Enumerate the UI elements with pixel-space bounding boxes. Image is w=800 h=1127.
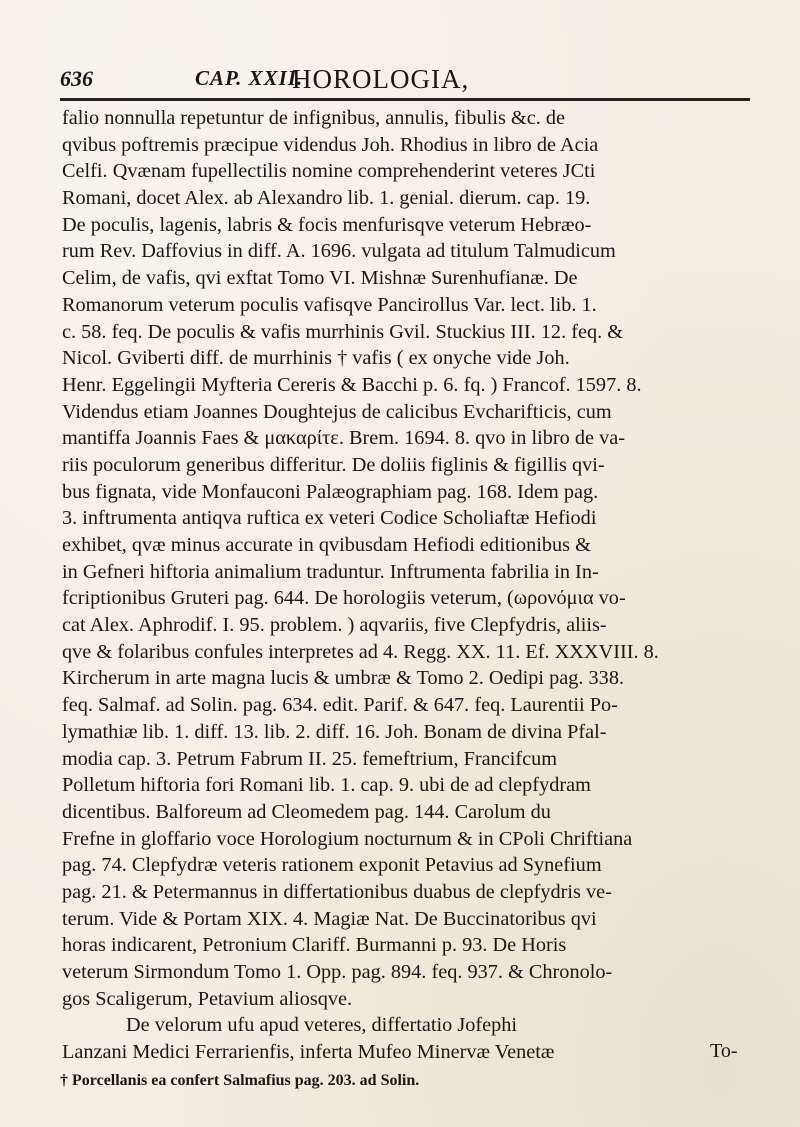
- text-line: riis poculorum generibus differitur. De doliis figlinis & figillis qvi-: [62, 453, 605, 476]
- page-header: [60, 60, 750, 94]
- text-line: veterum Sirmondum Tomo 1. Opp. pag. 894. feq. 937. & Chronolo-: [62, 961, 613, 983]
- text-line: rum Rev. Daffovius in diff. A. 1696. vulgata ad titulum Talmudicum: [62, 240, 616, 263]
- text-line: qve & folaribus confules interpretes ad 4. Regg. XX. 11. Ef. XXXVIII. 8.: [62, 640, 659, 663]
- chapter-label: CAP. XXII.: [195, 66, 304, 90]
- text-line: terum. Vide & Portam XIX. 4. Magiæ Nat. De Buccinatoribus qvi: [62, 907, 597, 930]
- body-text: [62, 105, 750, 1066]
- text-line: c. 58. feq. De poculis & vafis murrhinis Gvil. Stuckius III. 12. feq. &: [62, 320, 624, 343]
- text-line: Henr. Eggelingii Myfteria Cereris & Bacchi p. 6. fq. ) Francof. 1597. 8.: [62, 373, 642, 396]
- text-line: qvibus poftremis præcipue videndus Joh. Rhodius in libro de Acia: [62, 133, 599, 156]
- text-line: Frefne in gloffario voce Horologium nocturnum & in CPoli Chriftiana: [62, 827, 633, 850]
- text-line: Kircherum in arte magna lucis & umbræ & Tomo 2. Oedipi pag. 338.: [62, 667, 625, 690]
- running-title: HOROLOGIA,: [292, 64, 470, 94]
- text-line: Romanorum veterum poculis vafisqve Pancirollus Var. lect. lib. 1.: [62, 293, 597, 316]
- text-line: exhibet, qvæ minus accurate in qvibusdam Hefiodi editionibus &: [62, 534, 591, 556]
- footnote: † Porcellanis ea confert Salmafius pag. 203. ad Solin.: [60, 1072, 420, 1089]
- text-line: pag. 21. & Petermannus in differtationibus duabus de clepfydris ve-: [62, 880, 612, 903]
- text-line: horas indicarent, Petronium Clariff. Burmanni p. 93. De Horis: [62, 934, 567, 957]
- text-line: feq. Salmaf. ad Solin. pag. 634. edit. Parif. & 647. feq. Laurentii Po-: [62, 694, 618, 717]
- header-rule: [60, 98, 750, 101]
- text-line: Videndus etiam Joannes Doughtejus de calicibus Evcharifticis, cum: [62, 400, 612, 423]
- text-line: Nicol. Gviberti diff. de murrhinis † vafis ( ex onyche vide Joh.: [62, 347, 570, 370]
- text-line: pag. 74. Clepfydræ veteris rationem exponit Petavius ad Synefium: [62, 854, 602, 877]
- text-line: modia cap. 3. Petrum Fabrum II. 25. femeftrium, Francifcum: [62, 747, 558, 770]
- text-line: bus fignata, vide Monfauconi Palæographiam pag. 168. Idem pag.: [62, 480, 599, 503]
- text-line: Lanzani Medici Ferrarienfis, inferta Mufeo Minervæ Venetæ: [62, 1041, 555, 1064]
- text-line: gos Scaligerum, Petavium aliosqve.: [62, 987, 353, 1010]
- text-line: falio nonnulla repetuntur de infignibus, annulis, fibulis &c. de: [62, 107, 565, 129]
- text-line: De velorum ufu apud veteres, differtatio Jofephi: [126, 1014, 518, 1037]
- text-line: Romani, docet Alex. ab Alexandro lib. 1. genial. dierum. cap. 19.: [62, 187, 591, 210]
- catchword: To-: [710, 1040, 738, 1062]
- page-number: 636: [60, 66, 93, 91]
- text-line: fcriptionibus Gruteri pag. 644. De horologiis veterum, (ωρονόμια vo-: [62, 587, 626, 610]
- text-line: cat Alex. Aphrodif. I. 95. problem. ) aqvariis, five Clepfydris, aliis-: [62, 614, 607, 637]
- text-line: dicentibus. Balforeum ad Cleomedem pag. 144. Carolum du: [62, 800, 551, 823]
- text-line: 3. inftrumenta antiqva ruftica ex veteri Codice Scholiaftæ Hefiodi: [62, 507, 597, 530]
- text-line: in Gefneri hiftoria animalium traduntur. Inftrumenta fabrilia in In-: [62, 560, 599, 583]
- text-line: Polletum hiftoria fori Romani lib. 1. cap. 9. ubi de ad clepfydram: [62, 774, 591, 797]
- text-line: mantiffa Joannis Faes & μακαρίτε. Brem. 1694. 8. qvo in libro de va-: [62, 427, 625, 450]
- text-line: De poculis, lagenis, labris & focis menfurisqve veterum Hebræo-: [62, 213, 592, 236]
- text-line: Celfi. Qvænam fupellectilis nomine comprehenderint veteres JCti: [62, 160, 596, 183]
- text-line: lymathiæ lib. 1. diff. 13. lib. 2. diff. 16. Joh. Bonam de divina Pfal-: [62, 720, 607, 743]
- text-line: Celim, de vafis, qvi exftat Tomo VI. Mishnæ Surenhufianæ. De: [62, 267, 578, 290]
